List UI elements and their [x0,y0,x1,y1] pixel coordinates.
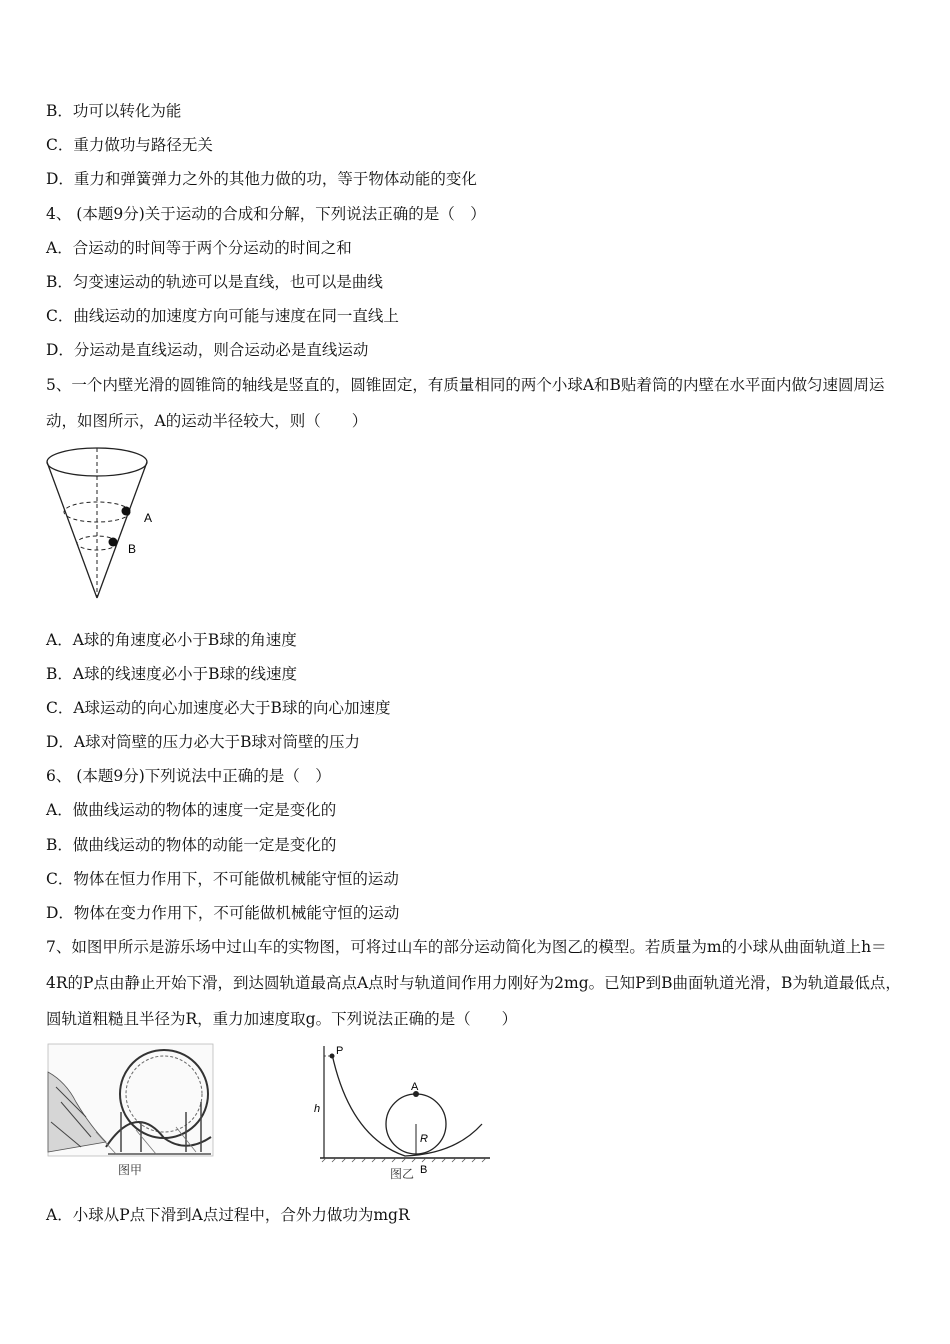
q3-option-d: D．重力和弹簧弹力之外的其他力做的功，等于物体动能的变化 [46,170,477,188]
q3-option-c: C．重力做功与路径无关 [46,136,213,154]
coaster-photo-figure [46,1042,216,1182]
q7-stem: 7、如图甲所示是游乐场中过山车的实物图，可将过山车的部分运动简化为图乙的模型。若质量为m的小球从曲面轨道上h＝4R的P点由静止开始下滑，到达圆轨道最高点A点时与轨道间作用力刚好为2mg。已知P到B曲面轨道光滑，B为轨道最低点，圆轨道粗糙且半径为R，重力加速度取g。下列说法正确的是（ ） [46,938,901,1028]
q6-stem: 6、 (本题9分)下列说法中正确的是（ ） [46,767,331,785]
q4-option-b: B．匀变速运动的轨迹可以是直线，也可以是曲线 [46,273,383,291]
q4-option-a: A．合运动的时间等于两个分运动的时间之和 [46,239,352,257]
q6-option-d: D．物体在变力作用下，不可能做机械能守恒的运动 [46,904,400,922]
ball-b [109,538,118,547]
q5-option-b: B．A球的线速度必小于B球的线速度 [46,665,297,683]
cone-figure [40,440,180,605]
q5-stem: 5、一个内壁光滑的圆锥筒的轴线是竖直的，圆锥固定，有质量相同的两个小球A和B贴着筒的内壁在水平面内做匀速圆周运动，如图所示，A的运动半径较大，则（ ） [46,376,885,430]
photo-caption: 图甲 [118,1163,143,1177]
q7-option-a: A．小球从P点下滑到A点过程中，合外力做功为mgR [46,1206,410,1224]
label-a: A [411,1081,419,1093]
q5-option-a: A．A球的角速度必小于B球的角速度 [46,631,297,649]
label-a: A [144,511,153,525]
coaster-model-figure [310,1042,500,1184]
q5-option-d: D．A球对筒壁的压力必大于B球对筒壁的压力 [46,733,361,751]
label-b: B [420,1164,428,1176]
q6-option-b: B．做曲线运动的物体的动能一定是变化的 [46,836,337,854]
q4-stem: 4、 (本题9分)关于运动的合成和分解，下列说法正确的是（ ） [46,205,486,223]
label-h: h [314,1103,321,1115]
model-caption: 图乙 [390,1167,415,1181]
label-b: B [128,542,137,556]
q4-option-c: C．曲线运动的加速度方向可能与速度在同一直线上 [46,307,399,325]
q4-option-d: D．分运动是直线运动，则合运动必是直线运动 [46,341,369,359]
q3-option-b: B．功可以转化为能 [46,102,182,120]
ball-a [122,507,131,516]
q5-option-c: C．A球运动的向心加速度必大于B球的向心加速度 [46,699,391,717]
q6-option-c: C．物体在恒力作用下，不可能做机械能守恒的运动 [46,870,399,888]
q6-option-a: A．做曲线运动的物体的速度一定是变化的 [46,801,337,819]
label-r: R [420,1133,428,1145]
label-p: P [336,1045,344,1057]
